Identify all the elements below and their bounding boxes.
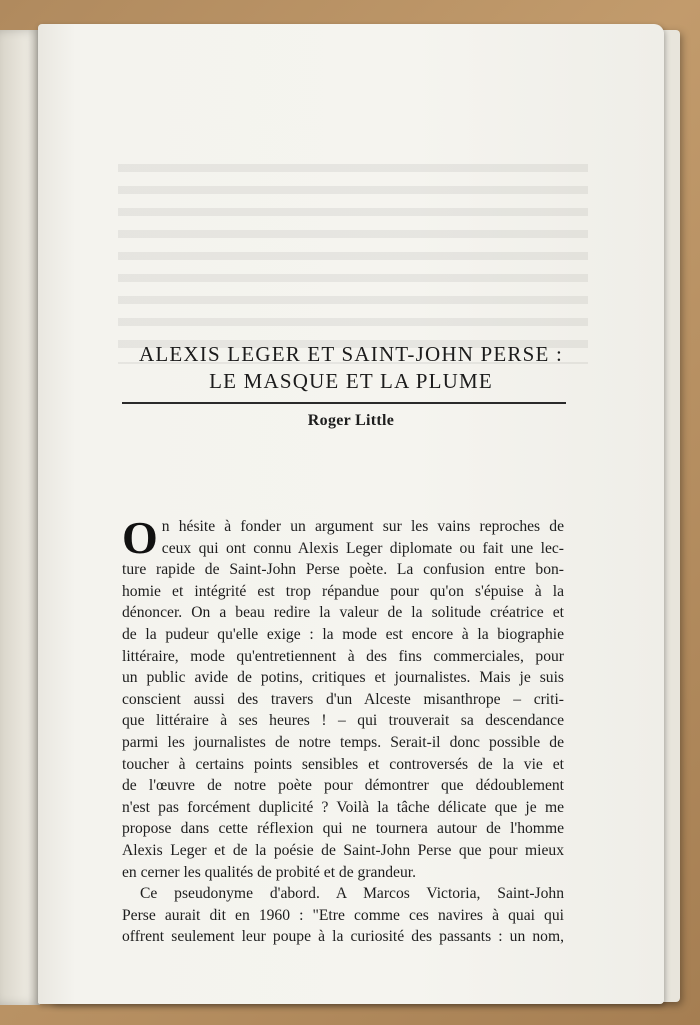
left-page-edge [0,30,40,1005]
text-line: de l'œuvre de notre poète pour démontrer que dédoublement [122,777,564,795]
book-page [38,24,664,1004]
show-through-text [118,164,588,364]
paragraph-1 [122,512,564,883]
text-line: Alexis Leger et de la poésie de Saint-John Perse que pour mieux [122,841,564,859]
text-line: n'est pas forcément duplicité ? Voilà la tâche délicate que je me [122,798,564,816]
text-line: littéraire, mode qu'entretiennent à des fins commerciales, pour [122,647,564,665]
author-name: Roger Little [307,412,395,429]
paragraph-2 [122,883,564,948]
text-line: toucher à certains points sensibles et controversés de la vie et [122,755,564,773]
text-line: Ce pseudonyme d'abord. A Marcos Victoria, Saint-John [140,885,564,903]
text-line: un public avide de potins, critiques et journalistes. Mais je suis [122,669,564,687]
article-title-line-2: LE MASQUE ET LA PLUME [209,369,493,393]
text-line: ceux qui ont connu Alexis Leger diplomate ou fait une lec- [161,539,564,557]
text-line: parmi les journalistes de notre temps. Serait-il donc possible de [122,733,564,751]
article-title-line-1: ALEXIS LEGER ET SAINT-JOHN PERSE : [138,342,564,366]
text-line: en cerner les qualités de probité et de grandeur. [122,863,416,881]
title-rule [122,402,566,404]
text-line: n hésite à fonder un argument sur les vains reproches de [161,518,564,535]
text-line: propose dans cette réflexion qui ne tournera autour de l'homme [122,820,564,838]
text-line: de la pudeur qu'elle exige : la mode est encore à la biographie [122,625,564,643]
text-line: homie et intégrité est trop répandue pour qu'on s'épuise à la [122,582,564,600]
text-line: que littéraire à ses heures ! – qui trouverait sa descendance [122,712,564,730]
text-line: ture rapide de Saint-John Perse poète. La confusion entre bon- [122,561,564,579]
text-line: dénoncer. On a beau redire la valeur de la solitude créatrice et [122,604,564,622]
text-line: offrent seulement leur poupe à la curiosité des passants : un nom, [122,928,564,946]
drop-cap: O [122,512,158,563]
article-body [122,512,564,948]
text-line: Perse aurait dit en 1960 : "Etre comme ces navires à quai qui [122,906,564,924]
text-line: conscient aussi des travers d'un Alceste misanthrope – criti- [122,690,564,708]
